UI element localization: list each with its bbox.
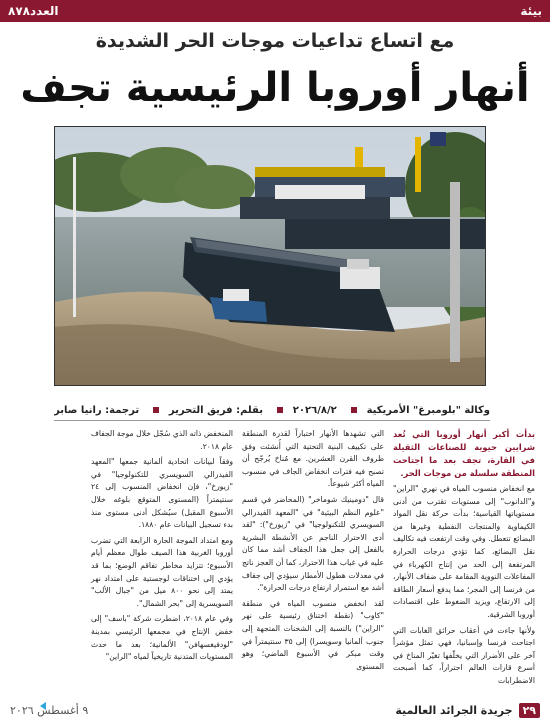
page-footer xyxy=(0,700,550,721)
publication-name: جريدة الجرائد العالمية xyxy=(395,704,513,717)
river-barge-illustration xyxy=(55,127,485,385)
lead-paragraph: بدأت أكبر أنهار أوروبا التي تُعد شرايين حيوية للصناعات الثقيلة في القارة، تجف بعد ما اجتاحت المنطقة سلسلة من موجات الحر. xyxy=(393,429,535,478)
section-header-bar xyxy=(0,0,550,22)
body-paragraph: التي تشهدها الأنهار اختباراً لقدرة المنطقة على تكييف البنية التحتية التي أُنشئت وفق ظروف القرن العشرين. مع مُناخ يُرجّح أن تصبح فيه فترات انخفاض الجاف في منسوب المياه أكثر شيوعاً. xyxy=(242,429,384,489)
page-number: ٢٩ xyxy=(519,703,540,718)
article-column-3 xyxy=(91,428,233,694)
body-paragraph: ولأنها جاءت في أعقاب حرائق الغابات التي اجتاحت فرنسا وإسبانيا، فهي تمثل مؤشراً آخر على الأضرار التي يخلّفها تغيّر المناخ في أسرع قارات العالم احتراراً، كما أصبحت الاضطرابات xyxy=(393,625,535,685)
body-paragraph: لقد انخفض منسوب المياه في منطقة "كاوب" (نقطة اختناق رئيسية على نهر "الراين") بالنسبة إلى الشحنات المتجهة إلى جنوب ألمانيا وسويسرا) إلى ٣٥ سنتيمتراً في وقت مبكر في الأسبوع الماضي؛ وهو المستوى xyxy=(242,598,384,671)
separator-square xyxy=(153,407,159,413)
body-paragraph: ومع امتداد الموجة الحارة الرابعة التي تضرب أوروبا الغربية هذا الصيف طوال معظم أيام الأسبوع؛ تتزايد مخاطر تفاقم الوضع؛ بما قد يؤدي إلى اختناقات لوجستية على امتداد نهر يمتد إلى نحو ٨٠٠ ميل من "جبال الألب" السويسرية إلى "بحر الشمال". xyxy=(91,535,233,608)
footer-publication xyxy=(395,703,540,718)
section-label: بيئة xyxy=(520,4,542,18)
body-paragraph: قال "دومينيك شوماخر" (المحاضر في قسم "علوم النظم البيئية" في "المعهد الفيدرالي السويسري للتكنولوجيا" في "زيورخ"): "لقد أدى الاحترار الناجم عن الأنشطة البشرية بالفعل إلى جعل هذا الجفاف أشد مما كان عليه في غياب هذا الاحترار، كما أن العجز ناتج في معدلات هطول الأمطار سيؤدي إلى جفاف أشد مع استمرار ارتفاع درجات الحرارة". xyxy=(242,494,384,593)
separator-square xyxy=(351,407,357,413)
footer-date: ٩ أغسطس ٢٠٢٦ xyxy=(10,704,89,717)
separator-square xyxy=(277,407,283,413)
credit-author: بقلم: فريق التحرير xyxy=(168,404,263,416)
body-paragraph: مع انخفاض منسوب المياه في نهري "الراين" و"الدانوب" إلى مستويات تقترب من أدنى مستوياتها القياسية؛ بدأت حركة نقل المواد الكيماوية والمنتجات النفطية وغيرها من البضائع تتعطل. وفي وقت ارتفعت فيه تكاليف نقل البضائع، كما تؤدي درجات الحرارة المرتفعة إلى الحد من إنتاج الكهرباء في المفاعلات النووية المقامة على ضفاف الأنهار، من فرنسا إلى المجر؛ مما يدفع أسعار الطاقة إلى الارتفاع، ويزيد الضغوط على اقتصادات أوروبا الشرقية. xyxy=(393,484,535,619)
article-column-1 xyxy=(393,428,535,694)
article-headline: أنهار أوروبا الرئيسية تجف xyxy=(20,65,530,111)
credit-agency: وكالة "بلومبرغ" الأمريكية xyxy=(366,404,490,416)
issue-number: العدد٨٧٨ xyxy=(8,4,59,18)
river-barge-photo xyxy=(54,126,486,386)
article-kicker: مع اتساع تداعيات موجات الحر الشديدة xyxy=(95,30,455,52)
body-paragraph: وفي عام ٢٠١٨، اضطرت شركة "باسف" إلى خفض الإنتاج في مجمعها الرئيسي بمدينة "لودفيغسهافن" الألمانية؛ بعد ما حدث المستويات المتدنية تاريخياً لمياه "الراين" xyxy=(91,614,233,662)
body-paragraph: المنخفض ذاته الذي سُجّل خلال موجة الجفاف عام ٢٠١٨. xyxy=(91,429,233,451)
credit-translator: ترجمة: رانيا صابر xyxy=(54,404,140,416)
article-credits xyxy=(54,402,490,418)
credits-divider xyxy=(54,420,490,421)
credit-date: ٢٠٢٦/٨/٢ xyxy=(292,404,337,416)
body-paragraph: وفقاً لبيانات اتحادية ألمانية جمعها "المعهد الفيدرالي السويسري للتكنولوجيا" في "زيورخ"، فإن انخفاض المنسوب إلى ٢٤ سنتيمتراً (المستوى المتوقع بلوغه خلال الأسبوع المقبل) سيُشكل أدنى مستوى منذ بدء تسجيل البيانات عام ١٨٨٠. xyxy=(91,457,233,530)
article-column-2 xyxy=(242,428,384,694)
